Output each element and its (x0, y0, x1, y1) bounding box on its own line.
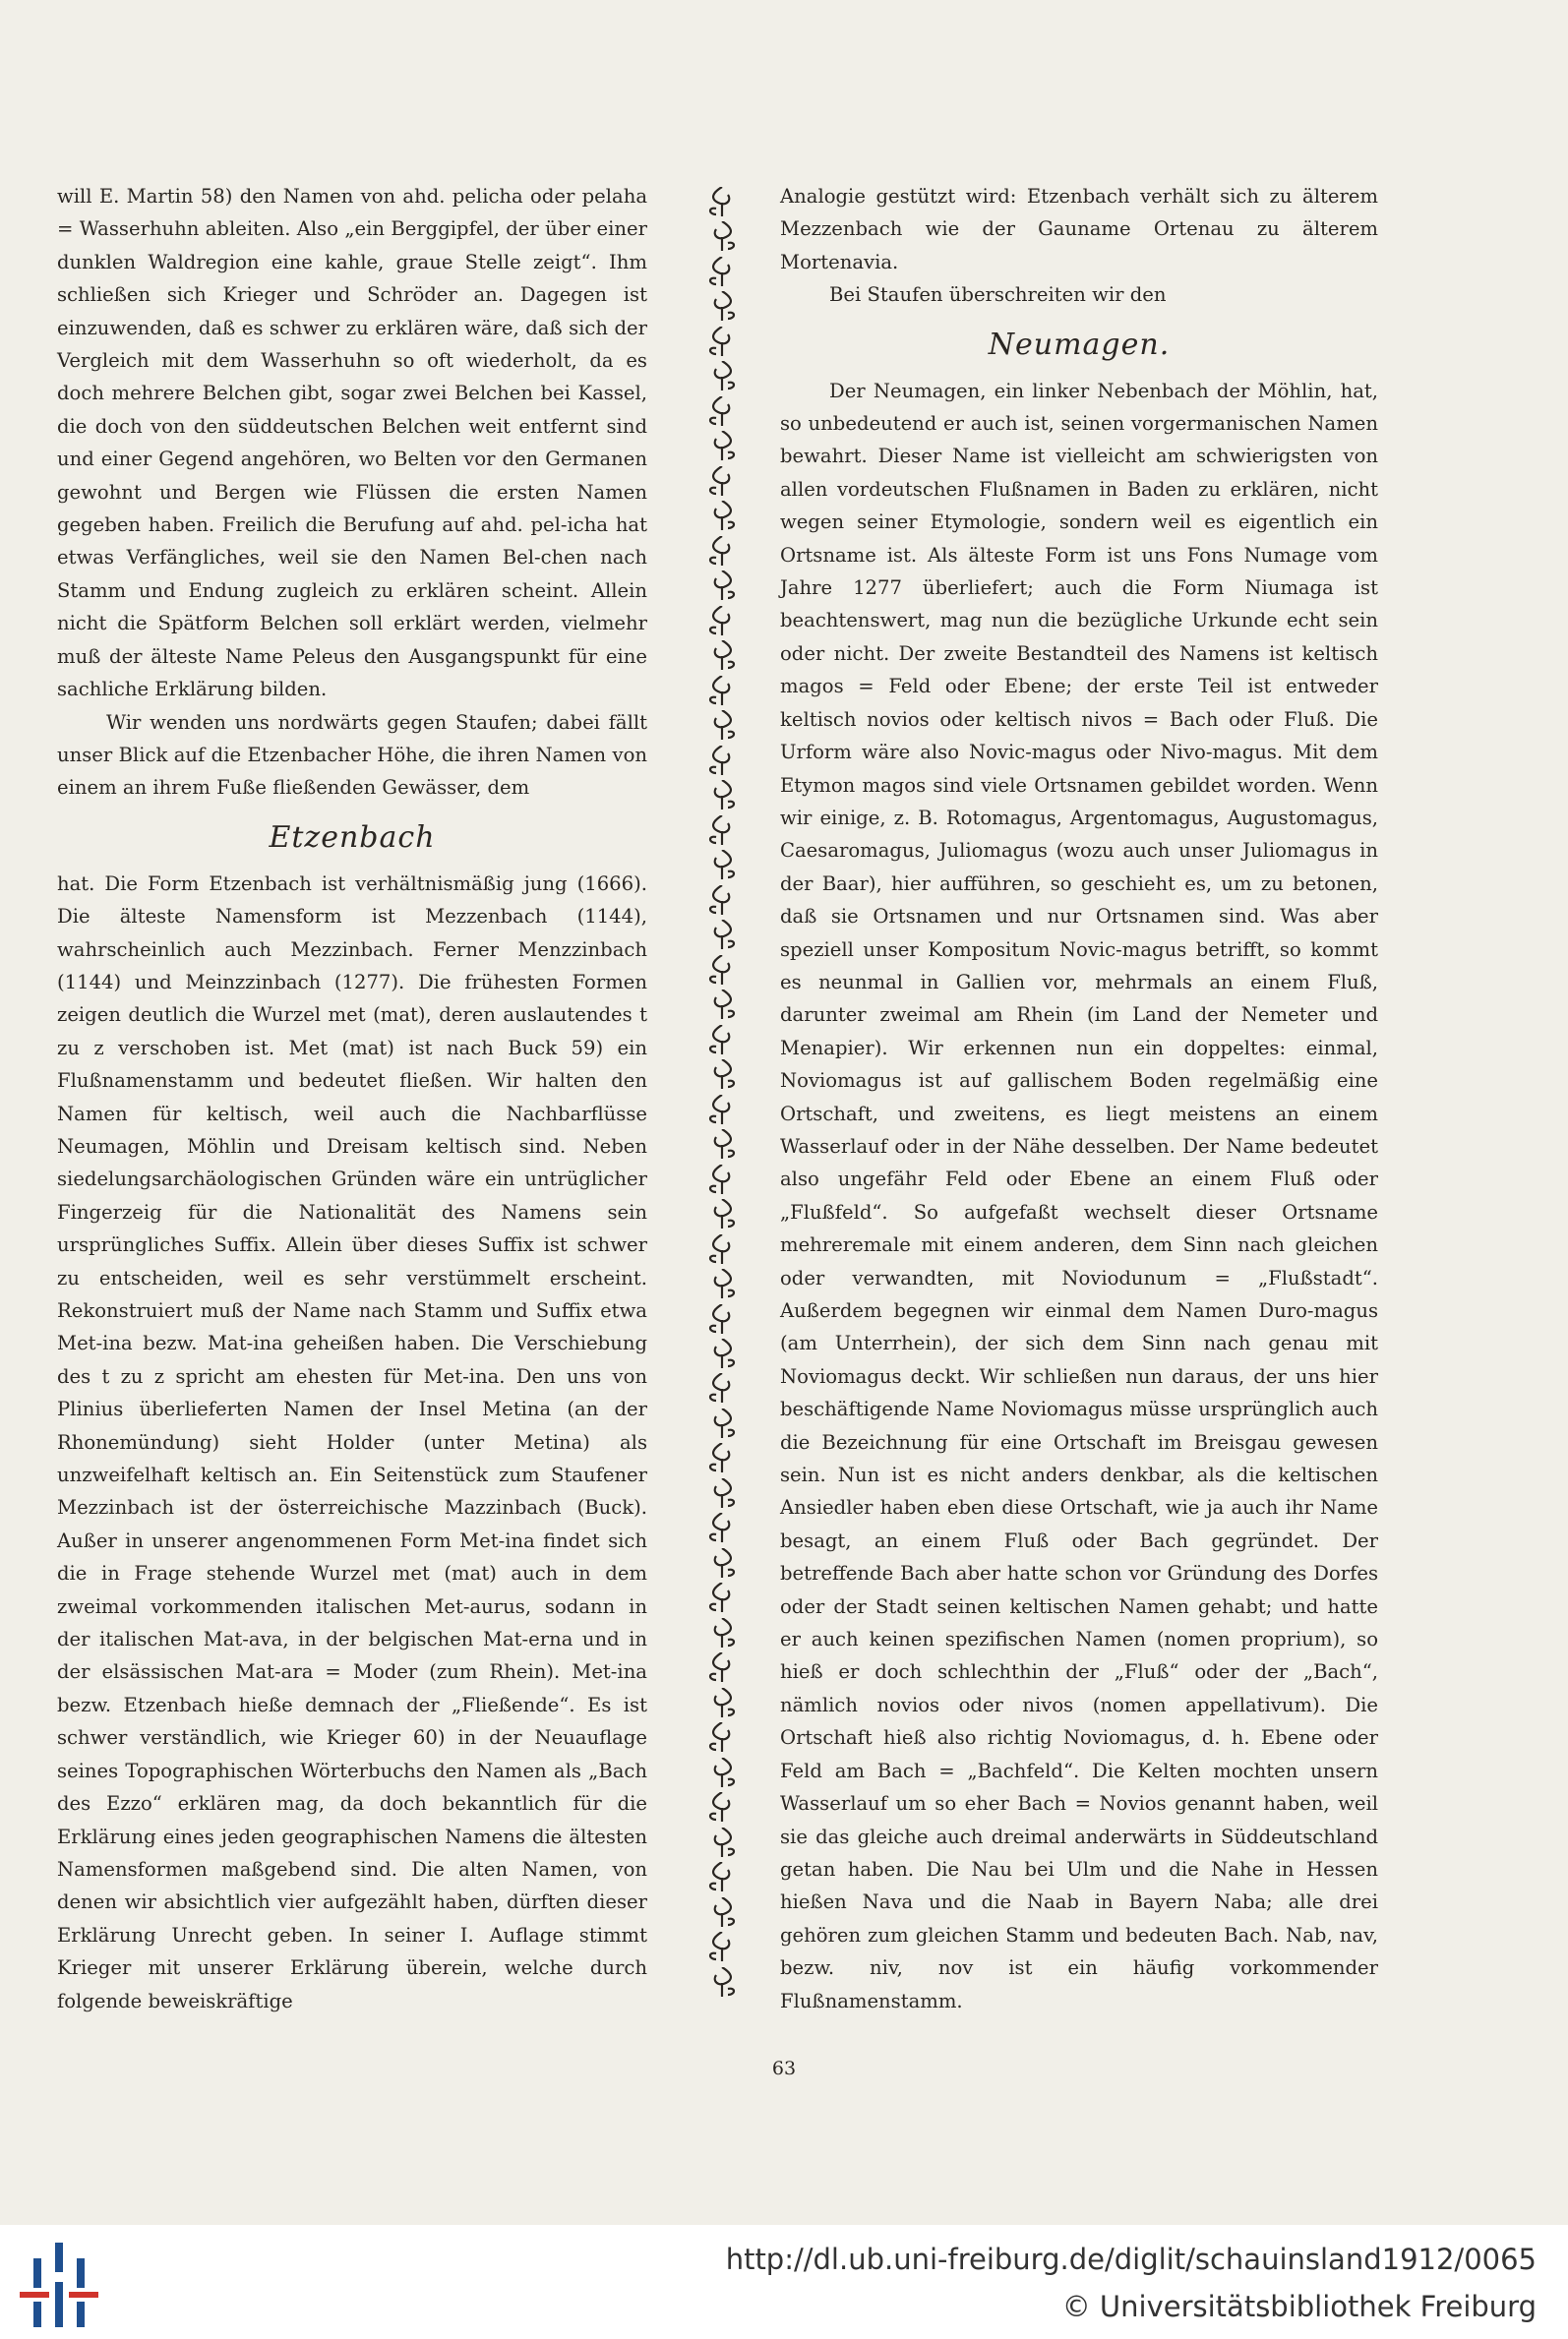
fleuron-vine-icon (702, 327, 742, 356)
fleuron-vine-icon (702, 1758, 742, 1787)
fleuron-vine-icon (702, 570, 742, 600)
fleuron-vine-icon (702, 1862, 742, 1891)
fleuron-vine-icon (702, 1932, 742, 1961)
footer-bar (0, 2225, 1568, 2339)
fleuron-vine-icon (702, 1165, 742, 1194)
fleuron-vine-icon (702, 815, 742, 845)
fleuron-vine-icon (702, 1443, 742, 1472)
fleuron-vine-icon (702, 396, 742, 426)
section-heading-neumagen: Neumagen. (988, 327, 1171, 362)
fleuron-vine-icon (702, 1059, 742, 1089)
fleuron-vine-icon (702, 710, 742, 740)
fleuron-vine-icon (702, 187, 742, 216)
fleuron-vine-icon (702, 746, 742, 775)
paragraph: hat. Die Form Etzenbach ist verhältnismäßig jung (1666). Die älteste Namensform ist Mezzenbach (1144), wahrscheinlich auch Mezzinbach. Ferner Menzzinbach (1144) und Meinzzinbach (1277). Die frühesten Formen zeigen deutlich die Wurzel met (mat), deren auslautendes t zu z verschoben ist. Met (mat) ist nach Buck 59) ein Flußnamenstamm und bedeutet fließen. Wir halten den Namen für keltisch, weil auch die Nachbarflüsse Neumagen, Möhlin und Dreisam keltisch sind. Neben siedelungsarchäologischen Gründen wäre ein untrüglicher Fingerzeig für die Nationalität des Namens sein ursprüngliches Suffix. Allein über dieses Suffix ist schwer zu entscheiden, weil es sehr verstümmelt erscheint. Rekonstruiert muß der Name nach Stamm und Suffix etwa Met-ina bezw. Mat-ina geheißen haben. Die Verschiebung des t zu z spricht am ehesten für Met-ina. Den uns von Plinius überlieferten Namen der Insel Metina (an der Rhonemündung) sieht Holder (unter Metina) als unzweifelhaft keltisch an. Ein Seitenstück zum Staufener Mezzinbach ist der österreichische Mazzinbach (Buck). Außer in unserer angenommenen Form Met-ina findet sich die in Frage stehende Wurzel met (mat) auch in dem zweimal vorkommenden italischen Met-aurus, sodann in der italischen Mat-ava, in der belgischen Mat-erna und in der elsässischen Mat-ara = Moder (zum Rhein). Met-ina bezw. Etzenbach hieße demnach der „Fließende“. Es ist schwer verständlich, wie Krieger 60) in der Neuauflage seines Topographischen Wörterbuchs den Namen als „Bach des Ezzo“ erklären mag, da doch bekanntlich für die Erklärung eines jeden geographischen Namens die ältesten Namensformen maßgebend sind. Die alten Namen, von denen wir absichtlich vier aufgezählt haben, dürften dieser Erklärung Unrecht geben. In seiner I. Auflage stimmt Krieger mit unserer Erklärung überein, welche durch folgende beweiskräftige (57, 871, 647, 2012)
fleuron-vine-icon (702, 1409, 742, 1438)
fleuron-vine-icon (702, 1478, 742, 1508)
fleuron-vine-icon (702, 221, 742, 251)
paragraph: Bei Staufen überschreiten wir den (829, 283, 1167, 307)
fleuron-vine-icon (702, 920, 742, 949)
fleuron-vine-icon (702, 1269, 742, 1298)
fleuron-vine-icon (702, 536, 742, 566)
page-number: 63 (771, 2058, 797, 2079)
column-divider-ornament (693, 187, 752, 1997)
fleuron-vine-icon (702, 361, 742, 390)
fleuron-vine-icon (702, 1688, 742, 1717)
copyright-notice: © Universitätsbibliothek Freiburg (1061, 2290, 1537, 2323)
fleuron-vine-icon (702, 1199, 742, 1229)
fleuron-vine-icon (702, 1373, 742, 1403)
fleuron-vine-icon (702, 885, 742, 915)
fleuron-vine-icon (702, 1548, 742, 1578)
fleuron-vine-icon (702, 291, 742, 321)
fleuron-vine-icon (702, 955, 742, 985)
fleuron-vine-icon (702, 1339, 742, 1368)
fleuron-vine-icon (702, 1513, 742, 1542)
fleuron-vine-icon (702, 1304, 742, 1334)
fleuron-vine-icon (702, 1897, 742, 1927)
section-heading-etzenbach: Etzenbach (269, 819, 436, 855)
fleuron-vine-icon (702, 1828, 742, 1857)
fleuron-vine-icon (702, 501, 742, 530)
fleuron-vine-icon (702, 1618, 742, 1648)
fleuron-vine-icon (702, 431, 742, 460)
fleuron-vine-icon (702, 1583, 742, 1612)
fleuron-vine-icon (702, 1095, 742, 1124)
fleuron-vine-icon (702, 1025, 742, 1054)
ub-freiburg-logo-icon (20, 2243, 98, 2327)
source-url-link[interactable]: http://dl.ub.uni-freiburg.de/diglit/schauinsland1912/0065 (725, 2243, 1537, 2276)
paragraph: Analogie gestützt wird: Etzenbach verhält sich zu älterem Mezzenbach wie der Gauname Ortenau zu älterem Mortenavia. (780, 185, 1378, 273)
fleuron-vine-icon (702, 850, 742, 879)
fleuron-vine-icon (702, 780, 742, 810)
fleuron-vine-icon (702, 1129, 742, 1159)
fleuron-vine-icon (702, 1967, 742, 1997)
fleuron-vine-icon (702, 640, 742, 670)
fleuron-vine-icon (702, 257, 742, 286)
fleuron-vine-icon (702, 606, 742, 635)
left-column (57, 180, 647, 2017)
paragraph: Der Neumagen, ein linker Nebenbach der Möhlin, hat, so unbedeutend er auch ist, seinen vorgermanischen Namen bewahrt. Dieser Name ist vielleicht am schwierigsten von allen vordeutschen Flußnamen in Baden zu erklären, nicht wegen seiner Etymologie, sondern weil es eigentlich ein Ortsname ist. Als älteste Form ist uns Fons Numage vom Jahre 1277 überliefert; auch die Form Niumaga ist beachtenswert, mag nun die bezügliche Urkunde echt sein oder nicht. Der zweite Bestandteil des Namens ist keltisch magos = Feld oder Ebene; der erste Teil ist entweder keltisch novios oder keltisch nivos = Bach oder Fluß. Die Urform wäre also Novic-magus oder Nivo-magus. Mit dem Etymon magos sind viele Ortsnamen gebildet worden. Wenn wir einige, z. B. Rotomagus, Argentomagus, Augustomagus, Caesaromagus, Juliomagus (wozu auch unser Juliomagus in der Baar), hier aufführen, so geschieht es, um zu betonen, daß sie Ortsnamen und nur Ortsnamen sind. Was aber speziell unser Kompositum Novic-magus betrifft, so kommt es neunmal in Gallien vor, mehrmals an einem Fluß, darunter zweimal am Rhein (im Land der Nemeter und Menapier). Wir erkennen nun ein doppeltes: einmal, Noviomagus ist auf gallischem Boden regelmäßig eine Ortschaft, und zweitens, es liegt meistens an einem Wasserlauf oder in der Nähe desselben. Der Name bedeutet also ungefähr Feld oder Ebene an einem Fluß oder „Flußfeld“. So aufgefaßt wechselt dieser Ortsname mehreremale mit einem anderen, dem Sinn nach gleichen oder verwandten, mit Noviodunum = „Flußstadt“. Außerdem begegnen wir einmal dem Namen Duro-magus (am Unterrhein), der sich dem Sinn nach genau mit Noviomagus deckt. Wir schließen nun daraus, der uns hier beschäftigende Name Noviomagus müsse ursprünglich auch die Bezeichnung für eine Ortschaft im Breisgau gewesen sein. Nun ist es nicht anders denkbar, als die keltischen Ansiedler haben eben diese Ortschaft, wie ja auch ihr Name besagt, an einem Fluß oder Bach gegründet. Der betreffende Bach aber hatte schon vor Gründung des Dorfes oder der Stadt seinen keltischen Namen gehabt; und hatte er auch keinen spezifischen Namen (nomen proprium), so hieß er doch schlechthin der „Fluß“ oder der „Bach“, nämlich novios oder nivos (nomen appellativum). Die Ortschaft hieß also richtig Noviomagus, d. h. Ebene oder Feld am Bach = „Bachfeld“. Die Kelten mochten unsern Wasserlauf um so eher Bach = Novios genannt haben, weil sie das gleiche auch dreimal anderwärts in Süddeutschland getan haben. Die Nau bei Ulm und die Nahe in Hessen hießen Nava und die Naab in Bayern Naba; alle drei gehören zum gleichen Stamm und bedeuten Bach. Nab, nav, bezw. niv, nov ist ein häufig vorkommender Flußnamenstamm. (780, 379, 1378, 2012)
fleuron-vine-icon (702, 1722, 742, 1752)
fleuron-vine-icon (702, 676, 742, 705)
fleuron-vine-icon (702, 1792, 742, 1822)
fleuron-vine-icon (702, 1652, 742, 1682)
fleuron-vine-icon (702, 466, 742, 496)
paragraph: will E. Martin 58) den Namen von ahd. pelicha oder pelaha = Wasserhuhn ableiten. Also „ein Berggipfel, der über einer dunklen Waldregion eine kahle, graue Stelle zeigt“. Ihm schließen sich Krieger und Schröder an. Dagegen ist einzuwenden, daß es schwer zu erklären wäre, daß sich der Vergleich mit dem Wasserhuhn so oft wiederholt, da es doch mehrere Belchen gibt, sogar zwei Belchen bei Kassel, die doch von den süddeutschen Belchen weit entfernt sind und einer Gegend angehören, wo Belten vor den Germanen gewohnt und Bergen wie Flüssen die ersten Namen gegeben haben. Freilich die Berufung auf ahd. pel-icha hat etwas Verfängliches, weil sie den Namen Bel-chen nach Stamm und Endung zugleich zu erklären scheint. Allein nicht die Spätform Belchen soll erklärt werden, vielmehr muß der älteste Name Peleus den Ausgangspunkt für eine sachliche Erklärung bilden. (57, 185, 647, 701)
fleuron-vine-icon (702, 1234, 742, 1264)
paragraph: Wir wenden uns nordwärts gegen Staufen; dabei fällt unser Blick auf die Etzenbacher Höhe, die ihren Namen von einem an ihrem Fuße fließenden Gewässer, dem (57, 710, 647, 800)
fleuron-vine-icon (702, 990, 742, 1019)
right-column (780, 180, 1378, 2017)
